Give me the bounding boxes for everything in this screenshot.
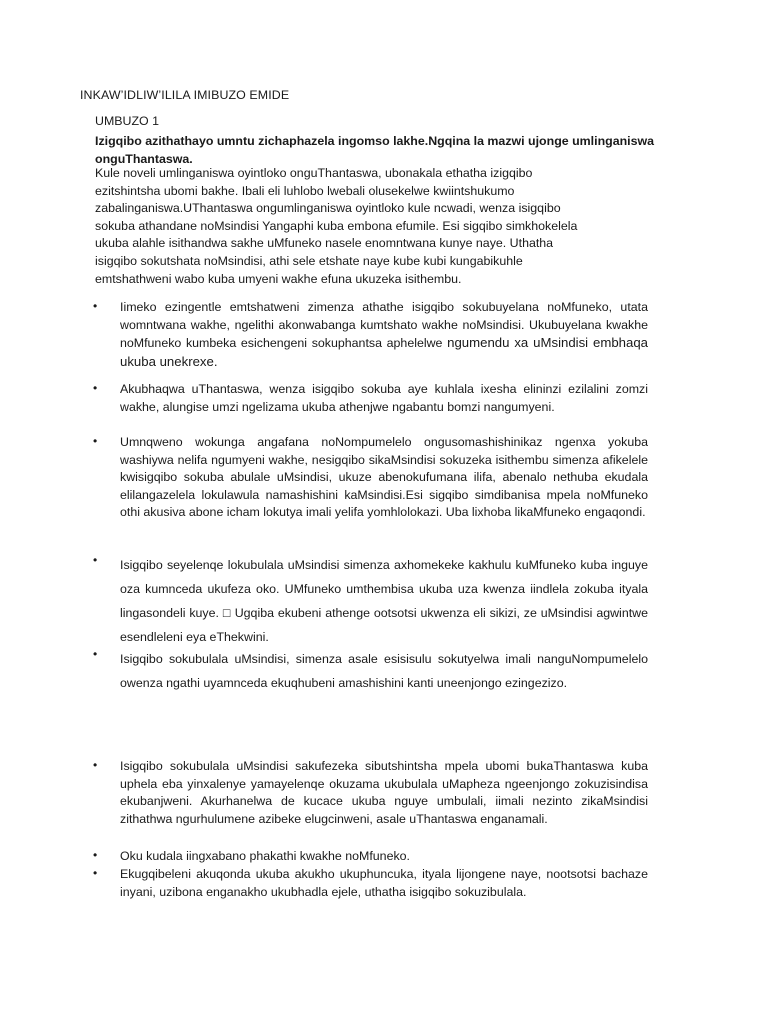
- bullet-dot: •: [93, 647, 98, 661]
- page-heading: INKAW’IDLIW’ILILA IMIBUZO EMIDE: [80, 88, 290, 102]
- bullet-dot: •: [93, 866, 98, 880]
- bullet-dot: •: [93, 553, 98, 567]
- bullet-dot: •: [93, 758, 98, 772]
- bullet-text: Ekugqibeleni akuqonda ukuba akukho ukuphuncuka, ityala lijongene naye, nootsotsi bachaze inyani, uzibona enganakho ukubhadla ejele, uthatha isigqibo sokuzibulala.: [120, 867, 648, 899]
- bullet-text-body: Iimeko ezingentle emtshatweni zimenza athathe isigqibo sokubuyelana noMfuneko, utata womntwana wakhe, ngelithi akonwabanga kumtshato wakhe noMsindisi. Ukubuyelana kwakhe noMfuneko kumbeka esichengeni sokuphantsa aphelelwe: [120, 300, 648, 351]
- bullet-text: Oku kudala iingxabano phakathi kwakhe noMfuneko.: [120, 849, 410, 863]
- bullet-text: Isigqibo sokubulala uMsindisi sakufezeka sibutshintsha mpela ubomi bukaThantaswa kuba uphela eba yinxalenye yamayelenqe okuzama ukubulala uMapheza ngeenjongo zokuzisindisa ekubanjweni. Akurhanelwa de kucace ukuba nguye umbulali, iimali nezinto zikaMsindisi zithathwa ngurhulumene azibeke elugcinweni, asale uThantaswa enganamali.: [120, 759, 648, 826]
- bullet-text: Akubhaqwa uThantaswa, wenza isigqibo sokuba aye kuhlala ixesha elininzi ezilalini zomzi wakhe, alungise umzi ngelizama ukuba athenjwe ngabantu bomzi nangumyeni.: [120, 382, 648, 414]
- bullet-dot: •: [93, 381, 98, 395]
- bullet-text: Umnqweno wokunga angafana noNompumelelo ongusomashishinikaz ngenxa yokuba washiywa nelifa ngumyeni wakhe, nesigqibo sikaMsindisi sokuzeka isithembu simenza afikelele kwisigqibo sokuba abulale uMsindisi, ukuze abenokufumana ilifa, abenalo nethuba ekudala elilangazelela lokulawula namashishini kaMsindisi.Esi sigqibo simdibanisa mpela noMfuneko othi akusiva abone icham lokutya imali yelifa yomhlolokazi. Uba lixhoba likaMfuneko engaqondi.: [120, 435, 648, 520]
- bullet-text: [120, 299, 648, 371]
- bullet-text-end: ngumendu xa uMsindisi embhaqa ukuba unekrexe.: [120, 335, 648, 369]
- question-label: UMBUZO 1: [95, 114, 160, 128]
- bullet-text: Isigqibo seyelenqe lokubulala uMsindisi simenza axhomekeke kakhulu kuMfuneko kuba inguye oza kumnceda ukufeza oko. UMfuneko umthembisa ukuba uza kwenza iindlela zokuba ityala lingasondeli kuye. □ Ugqiba ekubeni athenge ootsotsi ukwenza eli sikizi, ze uMsindisi agwintwe esendleleni eya eThekwini.: [120, 558, 648, 644]
- bullet-dot: •: [93, 434, 98, 448]
- question-title: Izigqibo azithathayo umntu zichaphazela ingomso lakhe.Ngqina la mazwi ujonge umlinganiswa onguThantaswa.: [95, 134, 655, 166]
- bullet-dot: •: [93, 299, 98, 313]
- bullet-dot: •: [93, 848, 98, 862]
- intro-paragraph: Kule noveli umlinganiswa oyintloko onguThantaswa, ubonakala ethatha izigqibo ezitshintsha ubomi bakhe. Ibali eli luhlobo lwebali olusekelwe kwiintshukumo zabalinganiswa.UThantaswa ongumlinganiswa oyintloko kule ncwadi, wenza isigqibo sokuba athandane noMsindisi Yangaphi kuba embona efumile. Esi sigqibo simkhokelela ukuba alahle isithandwa sakhe uMfuneko nasele enomntwana kunye naye. Uthatha isigqibo sokutshata noMsindisi, athi sele etshate naye kube kubi kungabikuhle emtshathweni wabo kuba umyeni wakhe efuna ukuzeka isithembu.: [95, 166, 578, 286]
- bullet-text: Isigqibo sokubulala uMsindisi, simenza asale esisisulu sokutyelwa imali nanguNompumelelo owenza ngathi uyamnceda ekuqhubeni amashishini kanti uneenjongo ezingezizo.: [120, 652, 648, 690]
